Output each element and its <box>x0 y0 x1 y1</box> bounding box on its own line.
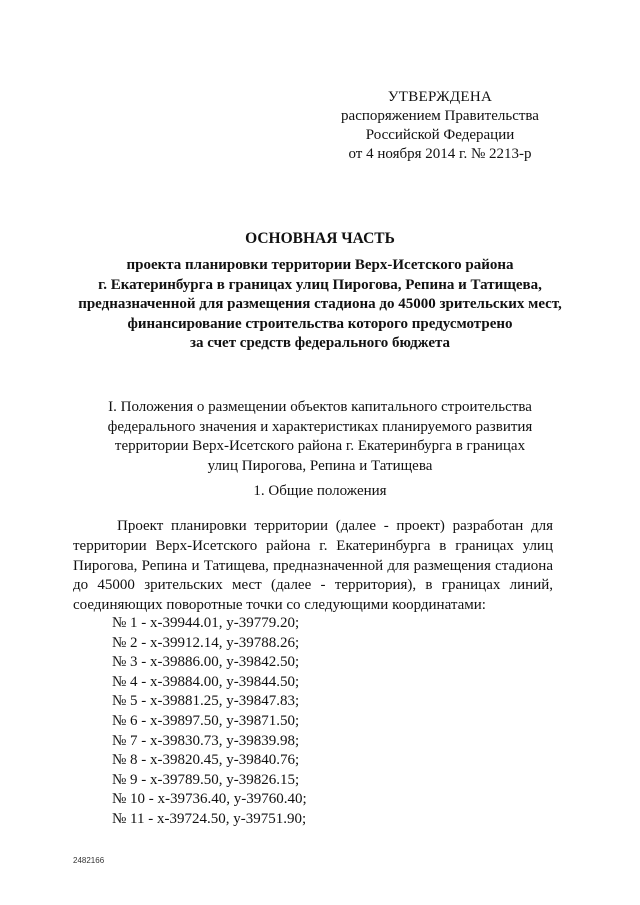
section-heading-line: федерального значения и характеристиках планируемого развития <box>107 418 533 435</box>
subtitle-line: г. Екатеринбурга в границах улиц Пирогова, Репина и Татищева, <box>98 276 542 293</box>
subtitle-line: проекта планировки территории Верх-Исетского района <box>126 257 514 273</box>
subsection-heading: 1. Общие положения <box>253 483 387 499</box>
document-subtitle <box>0 256 640 354</box>
approval-block <box>330 88 550 164</box>
section-heading-line: улиц Пирогова, Репина и Татищева <box>207 457 433 474</box>
paragraph-line: до 45000 зрительских мест (далее - территория), в границах линий, <box>73 577 553 594</box>
footer-document-code: 2482166 <box>73 856 105 865</box>
coordinate-item: № 10 - х-39736.40, у-39760.40; <box>112 791 307 808</box>
paragraph-line: Пирогова, Репина и Татищева, предназначенной для размещения стадиона <box>73 557 553 574</box>
body-paragraph <box>73 517 553 616</box>
coordinate-item: № 5 - х-39881.25, у-39847.83; <box>112 693 300 710</box>
coordinate-item: № 8 - х-39820.45, у-39840.76; <box>112 752 300 769</box>
paragraph-line: Проект планировки территории (далее - проект) разработан для <box>117 518 553 534</box>
section-heading-line: I. Положения о размещении объектов капитального строительства <box>108 399 532 415</box>
coordinate-item: № 7 - х-39830.73, у-39839.98; <box>112 732 300 749</box>
subtitle-line: предназначенной для размещения стадиона до 45000 зрительских мест, <box>78 296 562 312</box>
subtitle-line: за счет средств федерального бюджета <box>189 335 451 351</box>
coordinate-item: № 1 - х-39944.01, у-39779.20; <box>112 615 300 631</box>
approval-date-number: от 4 ноября 2014 г. № 2213-р <box>348 146 532 162</box>
paragraph-line: соединяющих поворотные точки со следующими координатами: <box>73 597 486 614</box>
approval-authority: распоряжением Правительства <box>341 108 539 124</box>
coordinate-item: № 6 - х-39897.50, у-39871.50; <box>112 712 300 729</box>
approval-authority-country: Российской Федерации <box>365 127 515 143</box>
coordinate-item: № 4 - х-39884.00, у-39844.50; <box>112 673 300 690</box>
subtitle-line: финансирование строительства которого предусмотрено <box>127 315 513 332</box>
coordinate-item: № 3 - х-39886.00, у-39842.50; <box>112 654 300 671</box>
section-heading <box>0 398 640 476</box>
paragraph-line: территории Верх-Исетского района г. Екатеринбурга в границах улиц <box>73 537 553 554</box>
coordinate-list <box>112 614 307 830</box>
approval-status: УТВЕРЖДЕНА <box>387 89 493 105</box>
section-heading-line: территории Верх-Исетского района г. Екатеринбурга в границах <box>114 438 526 454</box>
coordinate-item: № 9 - х-39789.50, у-39826.15; <box>112 771 300 788</box>
coordinate-item: № 11 - х-39724.50, у-39751.90; <box>112 810 307 827</box>
coordinate-item: № 2 - х-39912.14, у-39788.26; <box>112 634 300 651</box>
document-title: ОСНОВНАЯ ЧАСТЬ <box>245 230 395 247</box>
